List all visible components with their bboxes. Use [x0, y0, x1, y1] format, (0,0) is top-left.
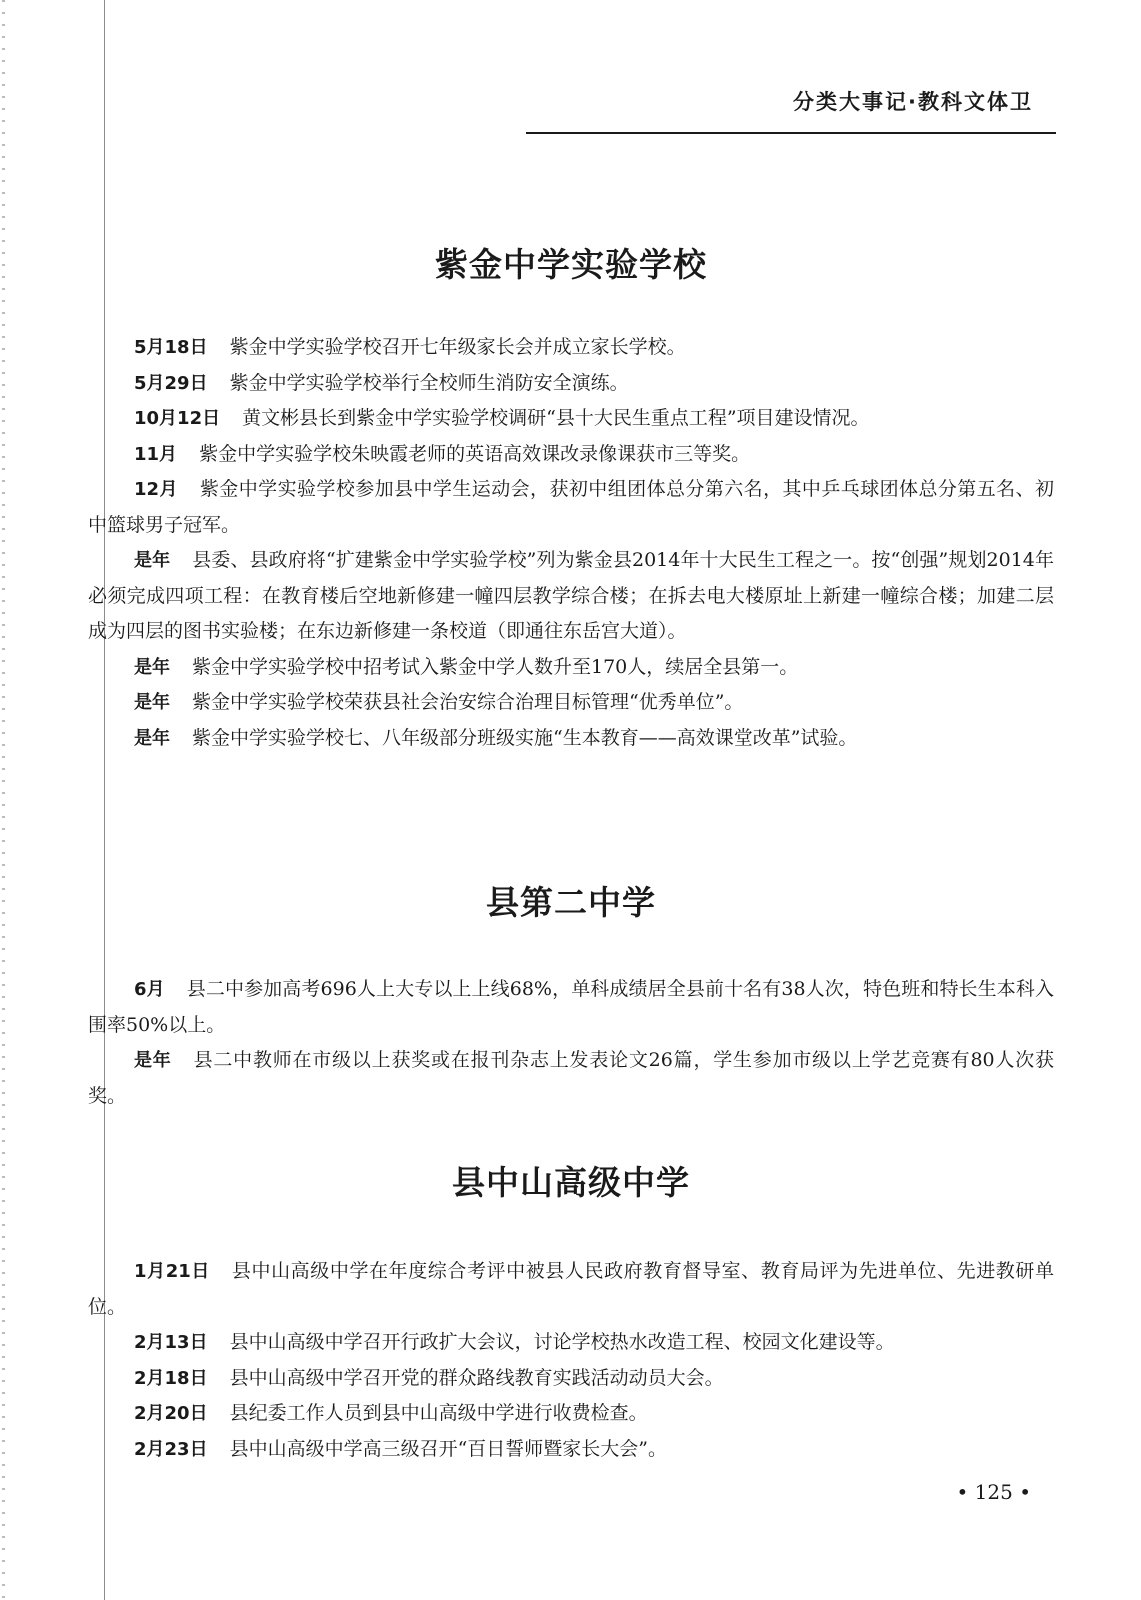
event-entry: [88, 1325, 1054, 1361]
event-text: 紫金中学实验学校荣获县社会治安综合治理目标管理“优秀单位”。: [192, 691, 744, 713]
event-text: 县二中参加高考696人上大专以上上线68%，单科成绩居全县前十名有38人次，特色班和特长生本科入围率50%以上。: [88, 978, 1054, 1036]
event-date: 5月29日: [134, 372, 208, 394]
event-entry: [88, 650, 1054, 686]
event-date: 是年: [134, 656, 170, 678]
event-text: 紫金中学实验学校召开七年级家长会并成立家长学校。: [229, 336, 686, 358]
event-date: 是年: [134, 727, 170, 749]
event-date: 2月18日: [134, 1367, 208, 1389]
event-entry: [88, 1254, 1054, 1325]
event-text: 县中山高级中学高三级召开“百日誓师暨家长大会”。: [229, 1437, 668, 1460]
event-date: 1月21日: [134, 1261, 210, 1282]
event-date: 是年: [134, 692, 170, 713]
event-date: 5月18日: [134, 337, 208, 358]
event-text: 紫金中学实验学校中招考试入紫金中学人数升至170人，续居全县第一。: [192, 655, 799, 678]
scan-margin-dots: [2, 0, 5, 1600]
event-text: 县中山高级中学召开党的群众路线教育实践活动动员大会。: [229, 1366, 724, 1389]
event-entry: [88, 721, 1054, 757]
event-text: 县中山高级中学在年度综合考评中被县人民政府教育督导室、教育局评为先进单位、先进教研单位。: [88, 1260, 1054, 1318]
event-entry: [88, 437, 1054, 473]
section-title: 紫金中学实验学校: [435, 245, 707, 284]
event-entry: [88, 1361, 1054, 1397]
event-date: 2月13日: [134, 1332, 208, 1353]
event-date: 2月23日: [134, 1438, 208, 1460]
event-text: 县纪委工作人员到县中山高级中学进行收费检查。: [229, 1402, 648, 1424]
event-entry: [88, 972, 1054, 1043]
event-entry: [88, 401, 1054, 437]
event-date: 11月: [134, 443, 178, 465]
event-text: 县中山高级中学召开行政扩大会议，讨论学校热水改造工程、校园文化建设等。: [229, 1331, 895, 1353]
event-entry: [88, 685, 1054, 721]
page-number: • 125 •: [956, 1480, 1031, 1504]
running-header: 分类大事记·教科文体卫: [793, 90, 1033, 114]
event-text: 县二中教师在市级以上获奖或在报刊杂志上发表论文26篇，学生参加市级以上学艺竞赛有80人次获奖。: [88, 1049, 1055, 1107]
event-text: 紫金中学实验学校参加县中学生运动会，获初中组团体总分第六名，其中乒乓球团体总分第五名、初中篮球男子冠军。: [88, 478, 1054, 536]
section-county-no2-middle-school: [88, 880, 1054, 1114]
event-entry: [88, 1396, 1054, 1432]
event-entry: [88, 330, 1054, 366]
section-title: 县中山高级中学: [452, 1163, 690, 1202]
event-date: 2月20日: [134, 1403, 208, 1424]
event-entry: [88, 472, 1054, 543]
event-entry: [88, 1043, 1054, 1114]
header-rule: [526, 132, 1056, 134]
event-text: 紫金中学实验学校朱映霞老师的英语高效课改录像课获市三等奖。: [199, 442, 751, 465]
event-date: 是年: [134, 550, 171, 571]
section-zhongshan-high-school: [88, 1160, 1054, 1467]
event-text: 黄文彬县长到紫金中学实验学校调研“县十大民生重点工程”项目建设情况。: [242, 407, 870, 429]
event-date: 12月: [134, 479, 178, 500]
event-text: 紫金中学实验学校举行全校师生消防安全演练。: [229, 371, 629, 394]
event-date: 10月12日: [134, 408, 221, 429]
event-date: 是年: [134, 1050, 172, 1071]
event-entry: [88, 1432, 1054, 1468]
event-text: 县委、县政府将“扩建紫金中学实验学校”列为紫金县2014年十大民生工程之一。按“创强”规划2014年必须完成四项工程：在教育楼后空地新修建一幢四层教学综合楼；在拆去电大楼原址上新建一幢综合楼；加建二层成为四层的图书实验楼；在东边新修建一条校道（即通往东岳宫大道）。: [88, 549, 1054, 642]
section-zijin-experimental-school: [88, 242, 1054, 756]
event-entry: [88, 366, 1054, 402]
section-title: 县第二中学: [486, 883, 656, 922]
event-text: 紫金中学实验学校七、八年级部分班级实施“生本教育——高效课堂改革”试验。: [192, 726, 858, 749]
event-date: 6月: [134, 979, 165, 1000]
event-entry: [88, 543, 1054, 650]
